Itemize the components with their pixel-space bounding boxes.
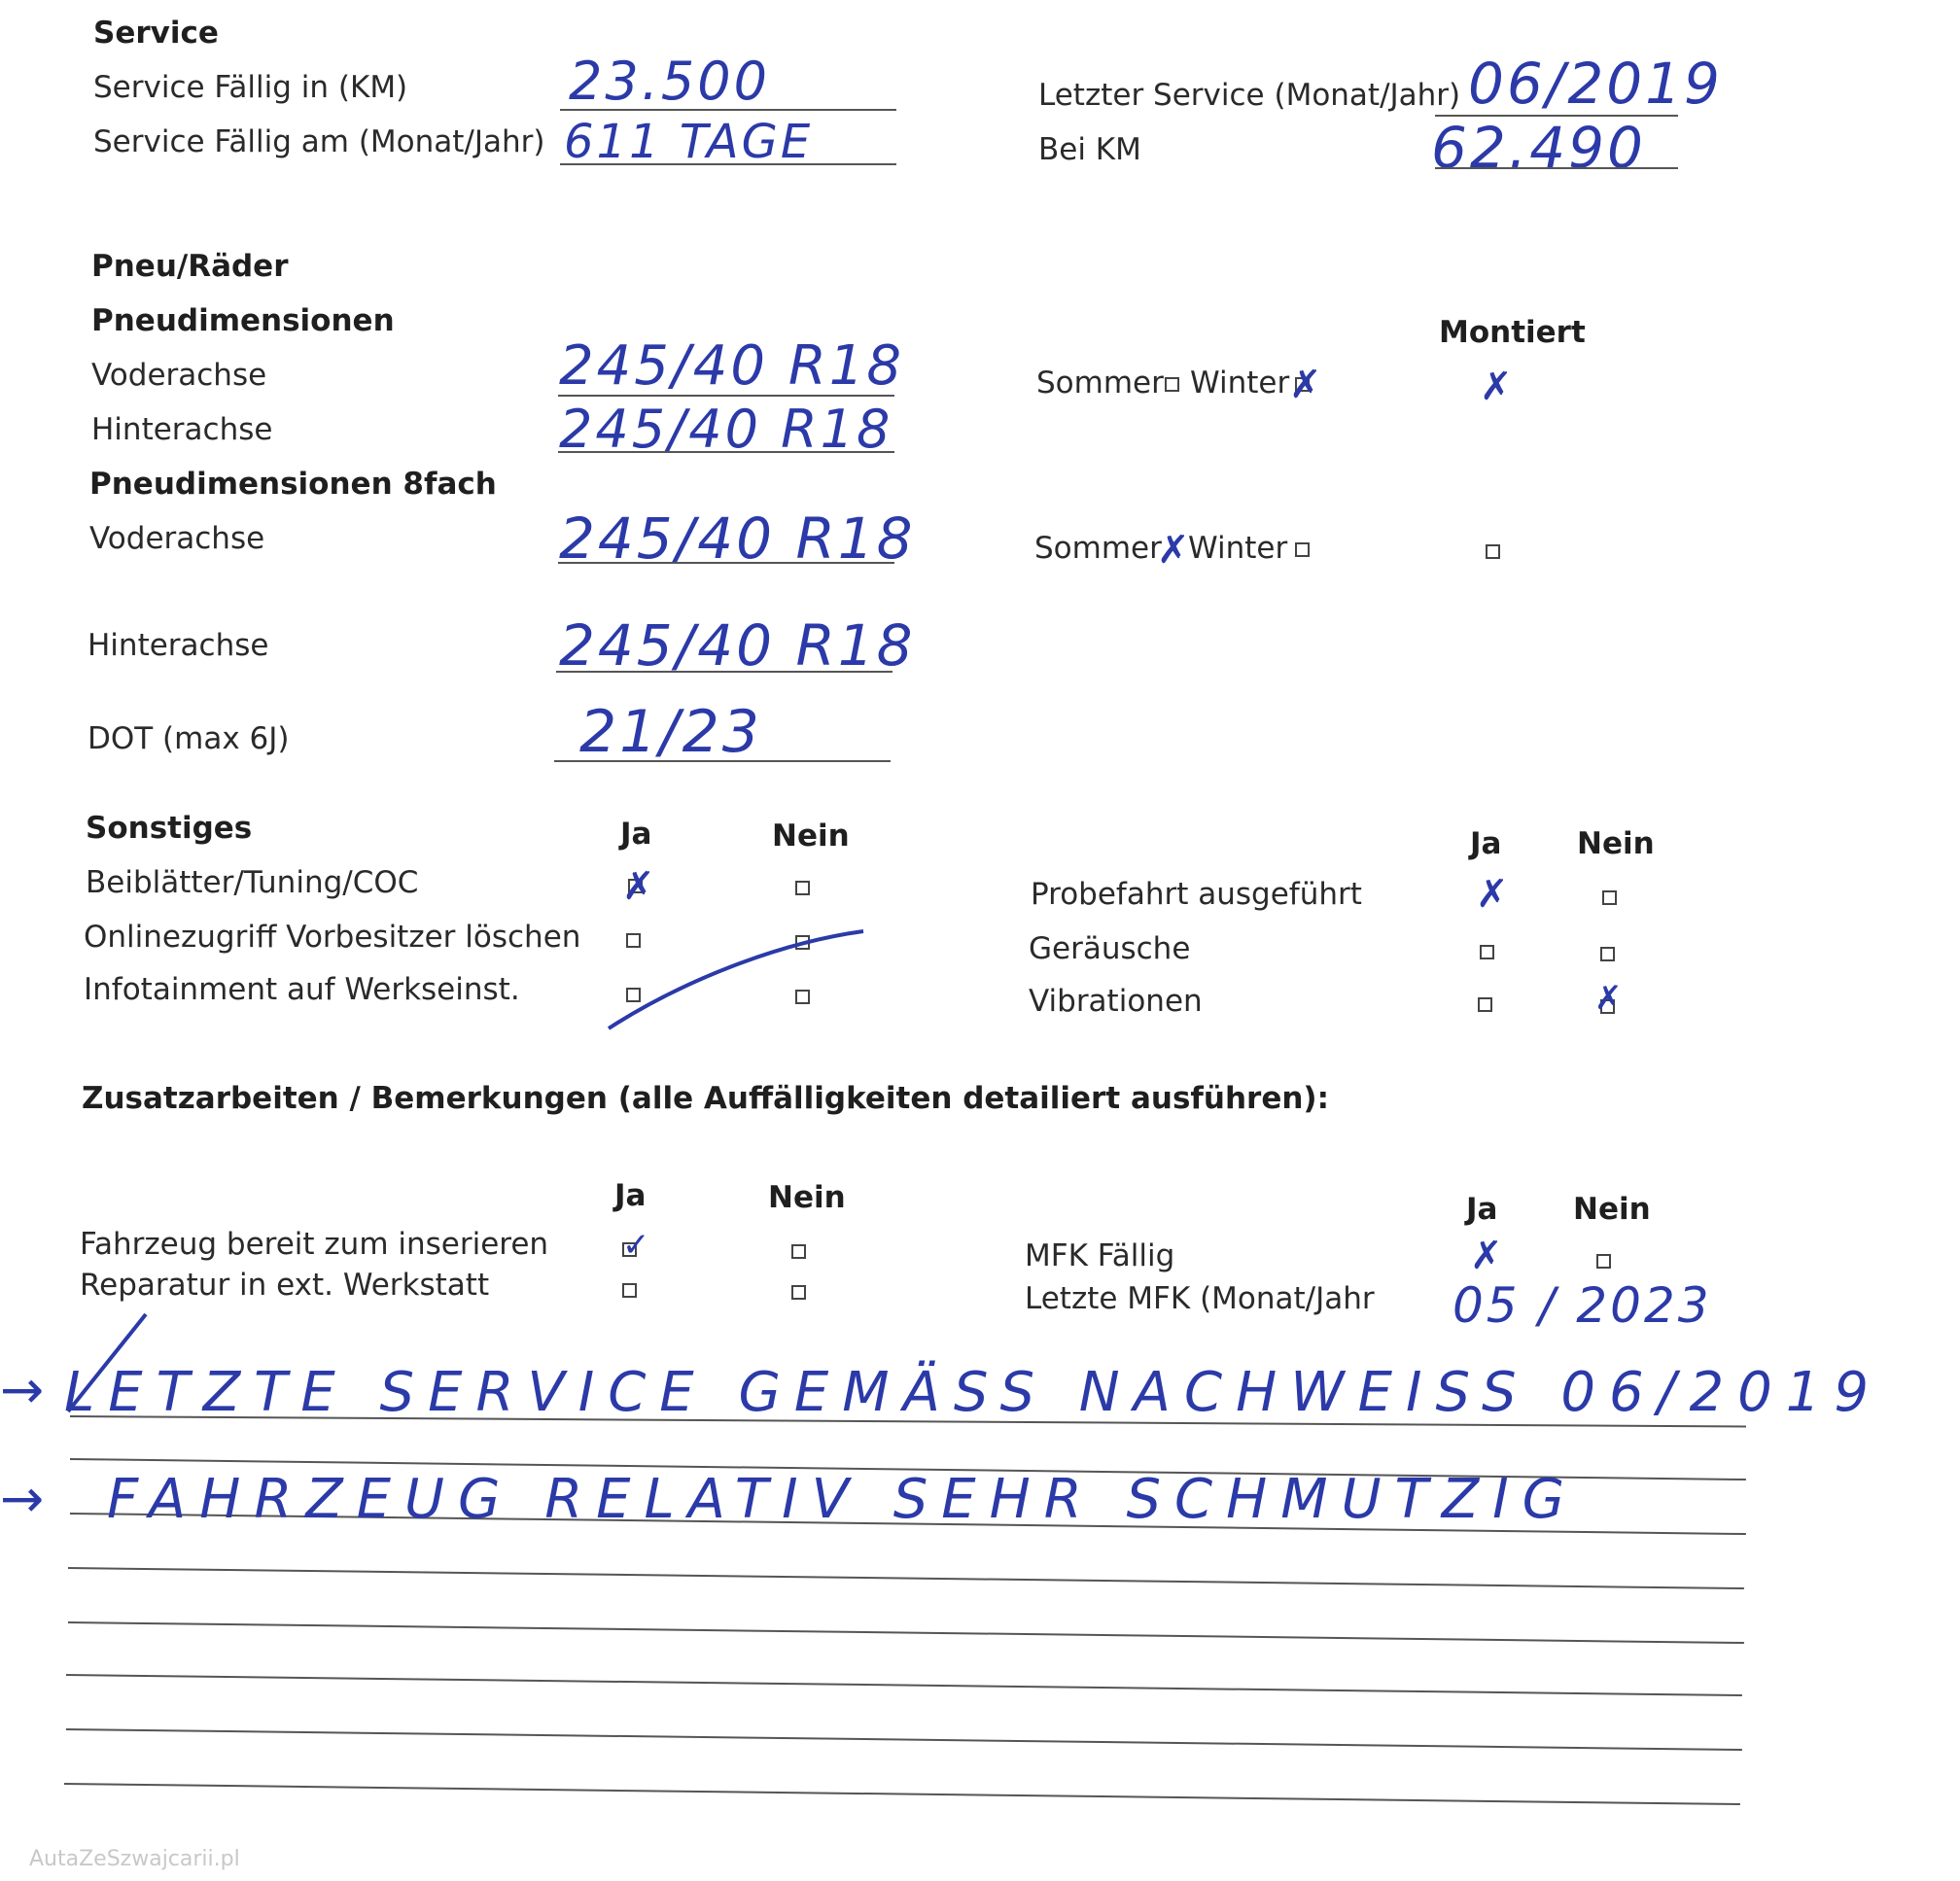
sonstiges-item-1-nein-checkbox[interactable] (795, 935, 810, 950)
season2-sommer-label: Sommer (1034, 531, 1162, 566)
sonstiges-right-item-2-label: Vibrationen (1029, 984, 1203, 1019)
remark-line-4 (68, 1567, 1744, 1589)
remark-1-arrow: → (0, 1359, 48, 1420)
zusatz-left-item-1-label: Reparatur in ext. Werkstatt (80, 1268, 490, 1303)
tires-heading: Pneu/Räder (91, 249, 289, 284)
zusatz-ja-header: Ja (614, 1178, 647, 1213)
sonstiges-right-item-2-ja-checkbox[interactable] (1478, 997, 1492, 1012)
service-date-value: 611 TAGE (564, 115, 814, 169)
rear-axle-label: Hinterachse (91, 412, 273, 447)
dot-label: DOT (max 6J) (88, 721, 290, 756)
rear-axle-value: 245/40 R18 (559, 399, 893, 460)
rear8-axle-value: 245/40 R18 (559, 612, 916, 679)
service-date-line (560, 163, 896, 165)
sonstiges-right-item-0-ja-check-mark: ✗ (1476, 872, 1509, 917)
sonstiges-right-item-1-nein-checkbox[interactable] (1600, 947, 1615, 961)
sonstiges-item-0-nein-checkbox[interactable] (795, 881, 810, 895)
mfk-nein-checkbox[interactable] (1596, 1254, 1611, 1269)
season2-winter-label: Winter (1188, 531, 1288, 566)
season1-winter-check-mark: ✗ (1289, 363, 1322, 407)
sonstiges-item-0-ja-check-mark: ✗ (622, 864, 655, 909)
sonstiges-item-1-ja-checkbox[interactable] (626, 933, 641, 948)
season1-sommer-label: Sommer (1036, 366, 1164, 401)
sonstiges-right-nein-header: Nein (1577, 826, 1655, 861)
sonstiges-heading: Sonstiges (86, 811, 253, 846)
tire-dims-heading: Pneudimensionen (91, 303, 395, 338)
service-km-line (560, 109, 896, 111)
rear8-axle-label: Hinterachse (88, 628, 269, 663)
mfk-label: MFK Fällig (1025, 1238, 1175, 1273)
sonstiges-item-2-ja-checkbox[interactable] (626, 988, 641, 1002)
remark-line-6 (66, 1674, 1742, 1696)
zusatz-heading: Zusatzarbeiten / Bemerkungen (alle Auffälligkeiten detailiert ausführen): (82, 1081, 1329, 1116)
remark-1-text: LETZTE SERVICE GEMÄSS NACHWEISS 06/2019 (64, 1361, 1883, 1424)
sonstiges-right-item-1-ja-checkbox[interactable] (1480, 945, 1494, 959)
season1-sommer-checkbox[interactable] (1165, 377, 1179, 392)
sonstiges-right-item-1-label: Geräusche (1029, 931, 1191, 966)
zusatz-left-item-1-nein-checkbox[interactable] (791, 1285, 806, 1300)
service-km-value: 23.500 (569, 51, 770, 112)
tire-dims8-heading: Pneudimensionen 8fach (89, 467, 497, 502)
zusatz-left-item-0-ja-check-mark: ✓ (622, 1226, 650, 1265)
sonstiges-nein-header: Nein (772, 819, 850, 853)
sonstiges-item-1-label: Onlinezugriff Vorbesitzer löschen (84, 920, 581, 955)
bei-km-label: Bei KM (1038, 132, 1141, 167)
strike-through-stroke (609, 931, 863, 1028)
bei-km-line (1435, 167, 1678, 169)
remark-line-7 (66, 1728, 1742, 1751)
montiert2-checkbox[interactable] (1486, 544, 1500, 559)
season2-winter-checkbox[interactable] (1295, 542, 1310, 557)
mfk-ja-check-mark: ✗ (1470, 1234, 1503, 1278)
remark-2-text: FAHRZEUG RELATIV SEHR SCHMUTZIG (107, 1468, 1579, 1531)
sonstiges-right-item-0-nein-checkbox[interactable] (1602, 890, 1617, 905)
last-mfk-label: Letzte MFK (Monat/Jahr (1025, 1281, 1375, 1316)
zusatz-left-item-0-label: Fahrzeug bereit zum inserieren (80, 1227, 549, 1262)
season2-sommer-check-mark: ✗ (1157, 528, 1190, 573)
dot-value: 21/23 (579, 698, 762, 766)
service-km-label: Service Fällig in (KM) (93, 70, 408, 105)
last-mfk-value: 05 / 2023 (1452, 1277, 1712, 1334)
front-axle-line (558, 395, 894, 397)
watermark: AutaZeSzwajcarii.pl (29, 1847, 240, 1871)
last-service-value: 06/2019 (1468, 51, 1723, 117)
montiert-heading: Montiert (1439, 315, 1586, 350)
sonstiges-ja-header: Ja (620, 817, 652, 852)
remark-2-arrow: → (0, 1468, 48, 1529)
front8-axle-label: Voderachse (89, 521, 265, 556)
service-date-label: Service Fällig am (Monat/Jahr) (93, 124, 545, 159)
dot-line (554, 760, 891, 762)
front8-axle-value: 245/40 R18 (559, 505, 916, 572)
rear-axle-line (558, 451, 894, 453)
season1-winter-label: Winter (1190, 366, 1290, 401)
sonstiges-right-item-0-label: Probefahrt ausgeführt (1031, 877, 1362, 912)
sonstiges-right-ja-header: Ja (1470, 826, 1502, 861)
montiert1-check-mark: ✗ (1480, 365, 1513, 409)
zusatz-left-item-0-nein-checkbox[interactable] (791, 1244, 806, 1259)
sonstiges-item-2-nein-checkbox[interactable] (795, 990, 810, 1004)
sonstiges-right-item-2-nein-check-mark: ✗ (1594, 979, 1623, 1018)
section-service-heading: Service (93, 16, 219, 51)
remark-line-5 (68, 1621, 1744, 1644)
zusatz-left-item-1-ja-checkbox[interactable] (622, 1283, 637, 1298)
zusatz-right-ja-header: Ja (1466, 1192, 1498, 1227)
zusatz-nein-header: Nein (768, 1180, 846, 1215)
bei-km-value: 62.490 (1431, 115, 1646, 181)
front-axle-value: 245/40 R18 (559, 334, 904, 398)
sonstiges-item-2-label: Infotainment auf Werkseinst. (84, 972, 520, 1007)
zusatz-right-nein-header: Nein (1573, 1192, 1651, 1227)
sonstiges-item-0-label: Beiblätter/Tuning/COC (86, 865, 419, 900)
rear8-axle-line (556, 671, 892, 673)
last-service-label: Letzter Service (Monat/Jahr) (1038, 78, 1461, 113)
front-axle-label: Voderachse (91, 358, 267, 393)
remark-line-8 (64, 1783, 1740, 1805)
front8-axle-line (558, 562, 894, 564)
